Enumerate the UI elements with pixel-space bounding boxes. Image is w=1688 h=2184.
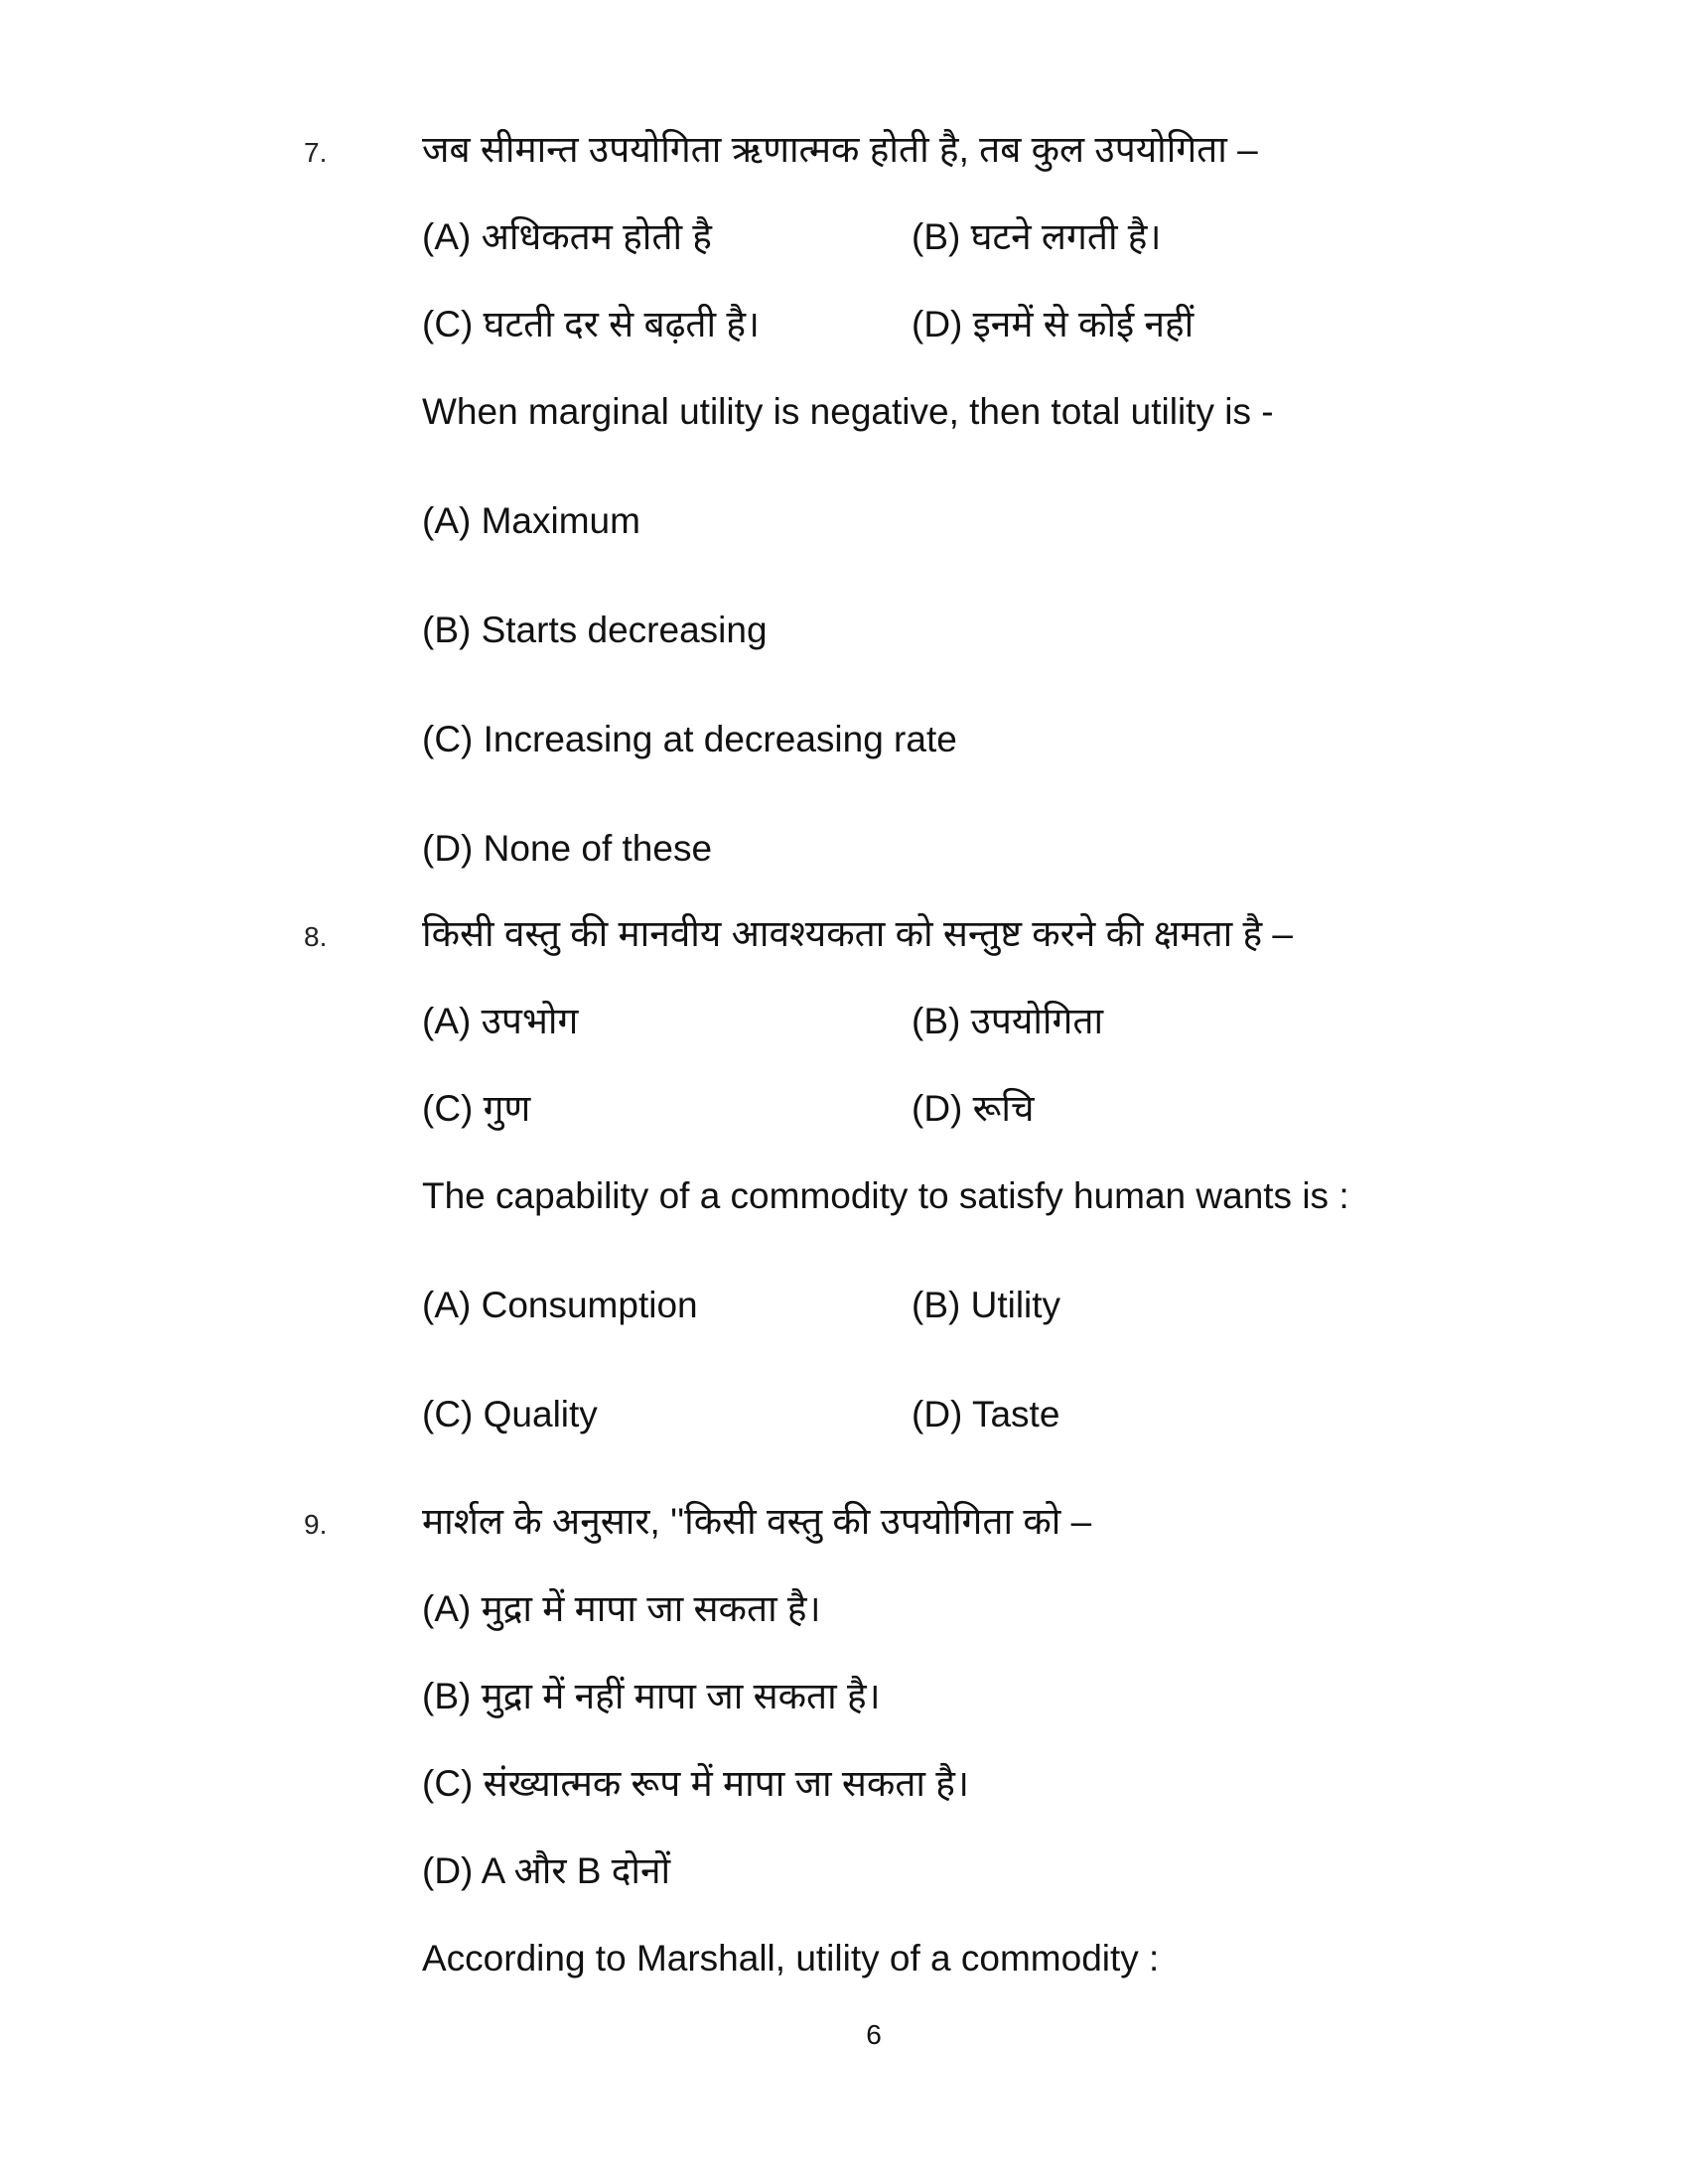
question-number: 8. xyxy=(304,921,328,952)
option-hindi: (D) A और B दोनों xyxy=(422,1850,671,1891)
option-english: (B) Starts decreasing xyxy=(422,610,768,650)
page-number: 6 xyxy=(866,2019,882,2050)
option-hindi: (B) उपयोगिता xyxy=(912,1001,1104,1041)
question-text-english: According to Marshall, utility of a commodity : xyxy=(422,1938,1160,1979)
option-hindi: (C) गुण xyxy=(422,1088,531,1129)
question-number: 9. xyxy=(304,1509,328,1540)
question-text-english: The capability of a commodity to satisfy human wants is : xyxy=(422,1175,1349,1216)
option-english: (D) Taste xyxy=(912,1394,1060,1434)
option-english: (D) None of these xyxy=(422,828,713,869)
option-english: (A) Consumption xyxy=(422,1285,698,1325)
option-hindi: (A) उपभोग xyxy=(422,1001,579,1041)
option-hindi: (D) रूचि xyxy=(912,1088,1035,1129)
option-hindi: (A) मुद्रा में मापा जा सकता है। xyxy=(422,1588,821,1629)
option-hindi: (C) घटती दर से बढ़ती है। xyxy=(422,304,761,344)
question-text-hindi: मार्शल के अनुसार, ''किसी वस्तु की उपयोगिता को – xyxy=(422,1501,1092,1542)
option-hindi: (D) इनमें से कोई नहीं xyxy=(912,304,1195,344)
option-english: (B) Utility xyxy=(912,1285,1061,1325)
question-text-hindi: किसी वस्तु की मानवीय आवश्यकता को सन्तुष्ट करने की क्षमता है – xyxy=(422,913,1293,954)
question-text-english: When marginal utility is negative, then total utility is - xyxy=(422,391,1274,432)
option-english: (C) Increasing at decreasing rate xyxy=(422,719,957,759)
question-text-hindi: जब सीमान्त उपयोगिता ऋणात्मक होती है, तब कुल उपयोगिता – xyxy=(422,129,1258,170)
option-english: (C) Quality xyxy=(422,1394,598,1434)
option-hindi: (A) अधिकतम होती है xyxy=(422,216,712,257)
option-hindi: (B) घटने लगती है। xyxy=(912,216,1162,257)
option-english: (A) Maximum xyxy=(422,500,640,541)
option-hindi: (C) संख्यात्मक रूप में मापा जा सकता है। xyxy=(422,1763,969,1804)
option-hindi: (B) मुद्रा में नहीं मापा जा सकता है। xyxy=(422,1676,881,1716)
question-number: 7. xyxy=(304,137,328,168)
